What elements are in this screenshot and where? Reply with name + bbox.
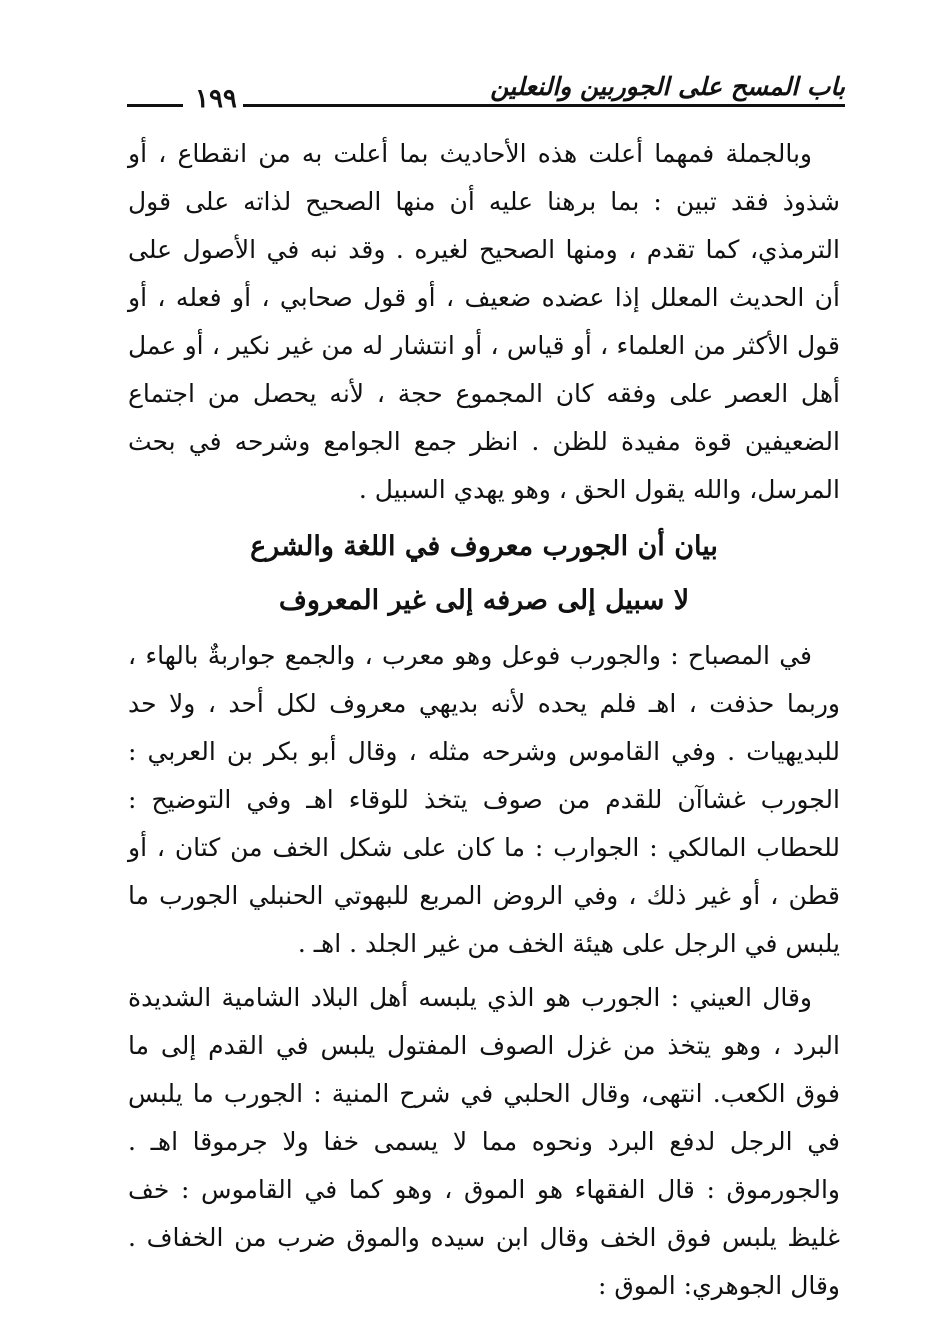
- section-heading-2: لا سبيل إلى صرفه إلى غير المعروف: [278, 585, 690, 616]
- header-rule-left: [127, 104, 183, 107]
- section-heading-1: بيان أن الجورب معروف في اللغة والشرع: [250, 531, 718, 562]
- page-number: ١٩٩: [189, 84, 243, 114]
- paragraph-2: في المصباح : والجورب فوعل وهو معرب ، والجمع جواربةٌ بالهاء ، وربما حذفت ، اهـ فلم يحده لأنه بديهي معروف لكل أحد ، ولا حد للبديهيات . وفي القاموس وشرحه مثله ، وقال أبو بكر بن العربي : الجورب غشاآن للقدم من صوف يتخذ للوقاء اهـ وفي التوضيح : للحطاب المالكي : الجوارب : ما كان على شكل الخف من كتان ، أو قطن ، أو غير ذلك ، وفي الروض المربع للبهوتي الحنبلي الجورب ما يلبس في الرجل على هيئة الخف من غير الجلد . اهـ .: [128, 641, 840, 958]
- page-header: [125, 70, 845, 120]
- paragraph-3: وقال العيني : الجورب هو الذي يلبسه أهل البلاد الشامية الشديدة البرد ، وهو يتخذ من غزل الصوف المفتول يلبس في القدم إلى ما فوق الكعب. انتهى، وقال الحلبي في شرح المنية : الجورب ما يلبس في الرجل لدفع البرد ونحوه مما لا يسمى خفا ولا جرموقا اهـ . والجورموق : قال الفقهاء هو الموق ، وهو كما في القاموس : خف غليظ يلبس فوق الخف وقال ابن سيده والموق ضرب من الخفاف . وقال الجوهري: الموق :: [128, 983, 840, 1300]
- paragraph-1: وبالجملة فمهما أعلت هذه الأحاديث بما أعلت به من انقطاع ، أو شذوذ فقد تبين : بما برهنا عليه أن منها الصحيح لذاته على قول الترمذي، كما تقدم ، ومنها الصحيح لغيره . وقد نبه في الأصول على أن الحديث المعلل إذا عضده ضعيف ، أو قول صحابي ، أو فعله ، أو قول الأكثر من العلماء ، أو قياس ، أو انتشار له من غير نكير ، أو عمل أهل العصر على وفقه كان المجموع حجة ، لأنه يحصل من اجتماع الضعيفين قوة مفيدة للظن . انظر جمع الجوامع وشرحه في بحث المرسل، والله يقول الحق ، وهو يهدي السبيل .: [128, 139, 840, 504]
- header-rule-right: [243, 104, 845, 107]
- page-body: [128, 130, 840, 1310]
- running-title: باب المسح على الجوربين والنعلين: [490, 72, 845, 101]
